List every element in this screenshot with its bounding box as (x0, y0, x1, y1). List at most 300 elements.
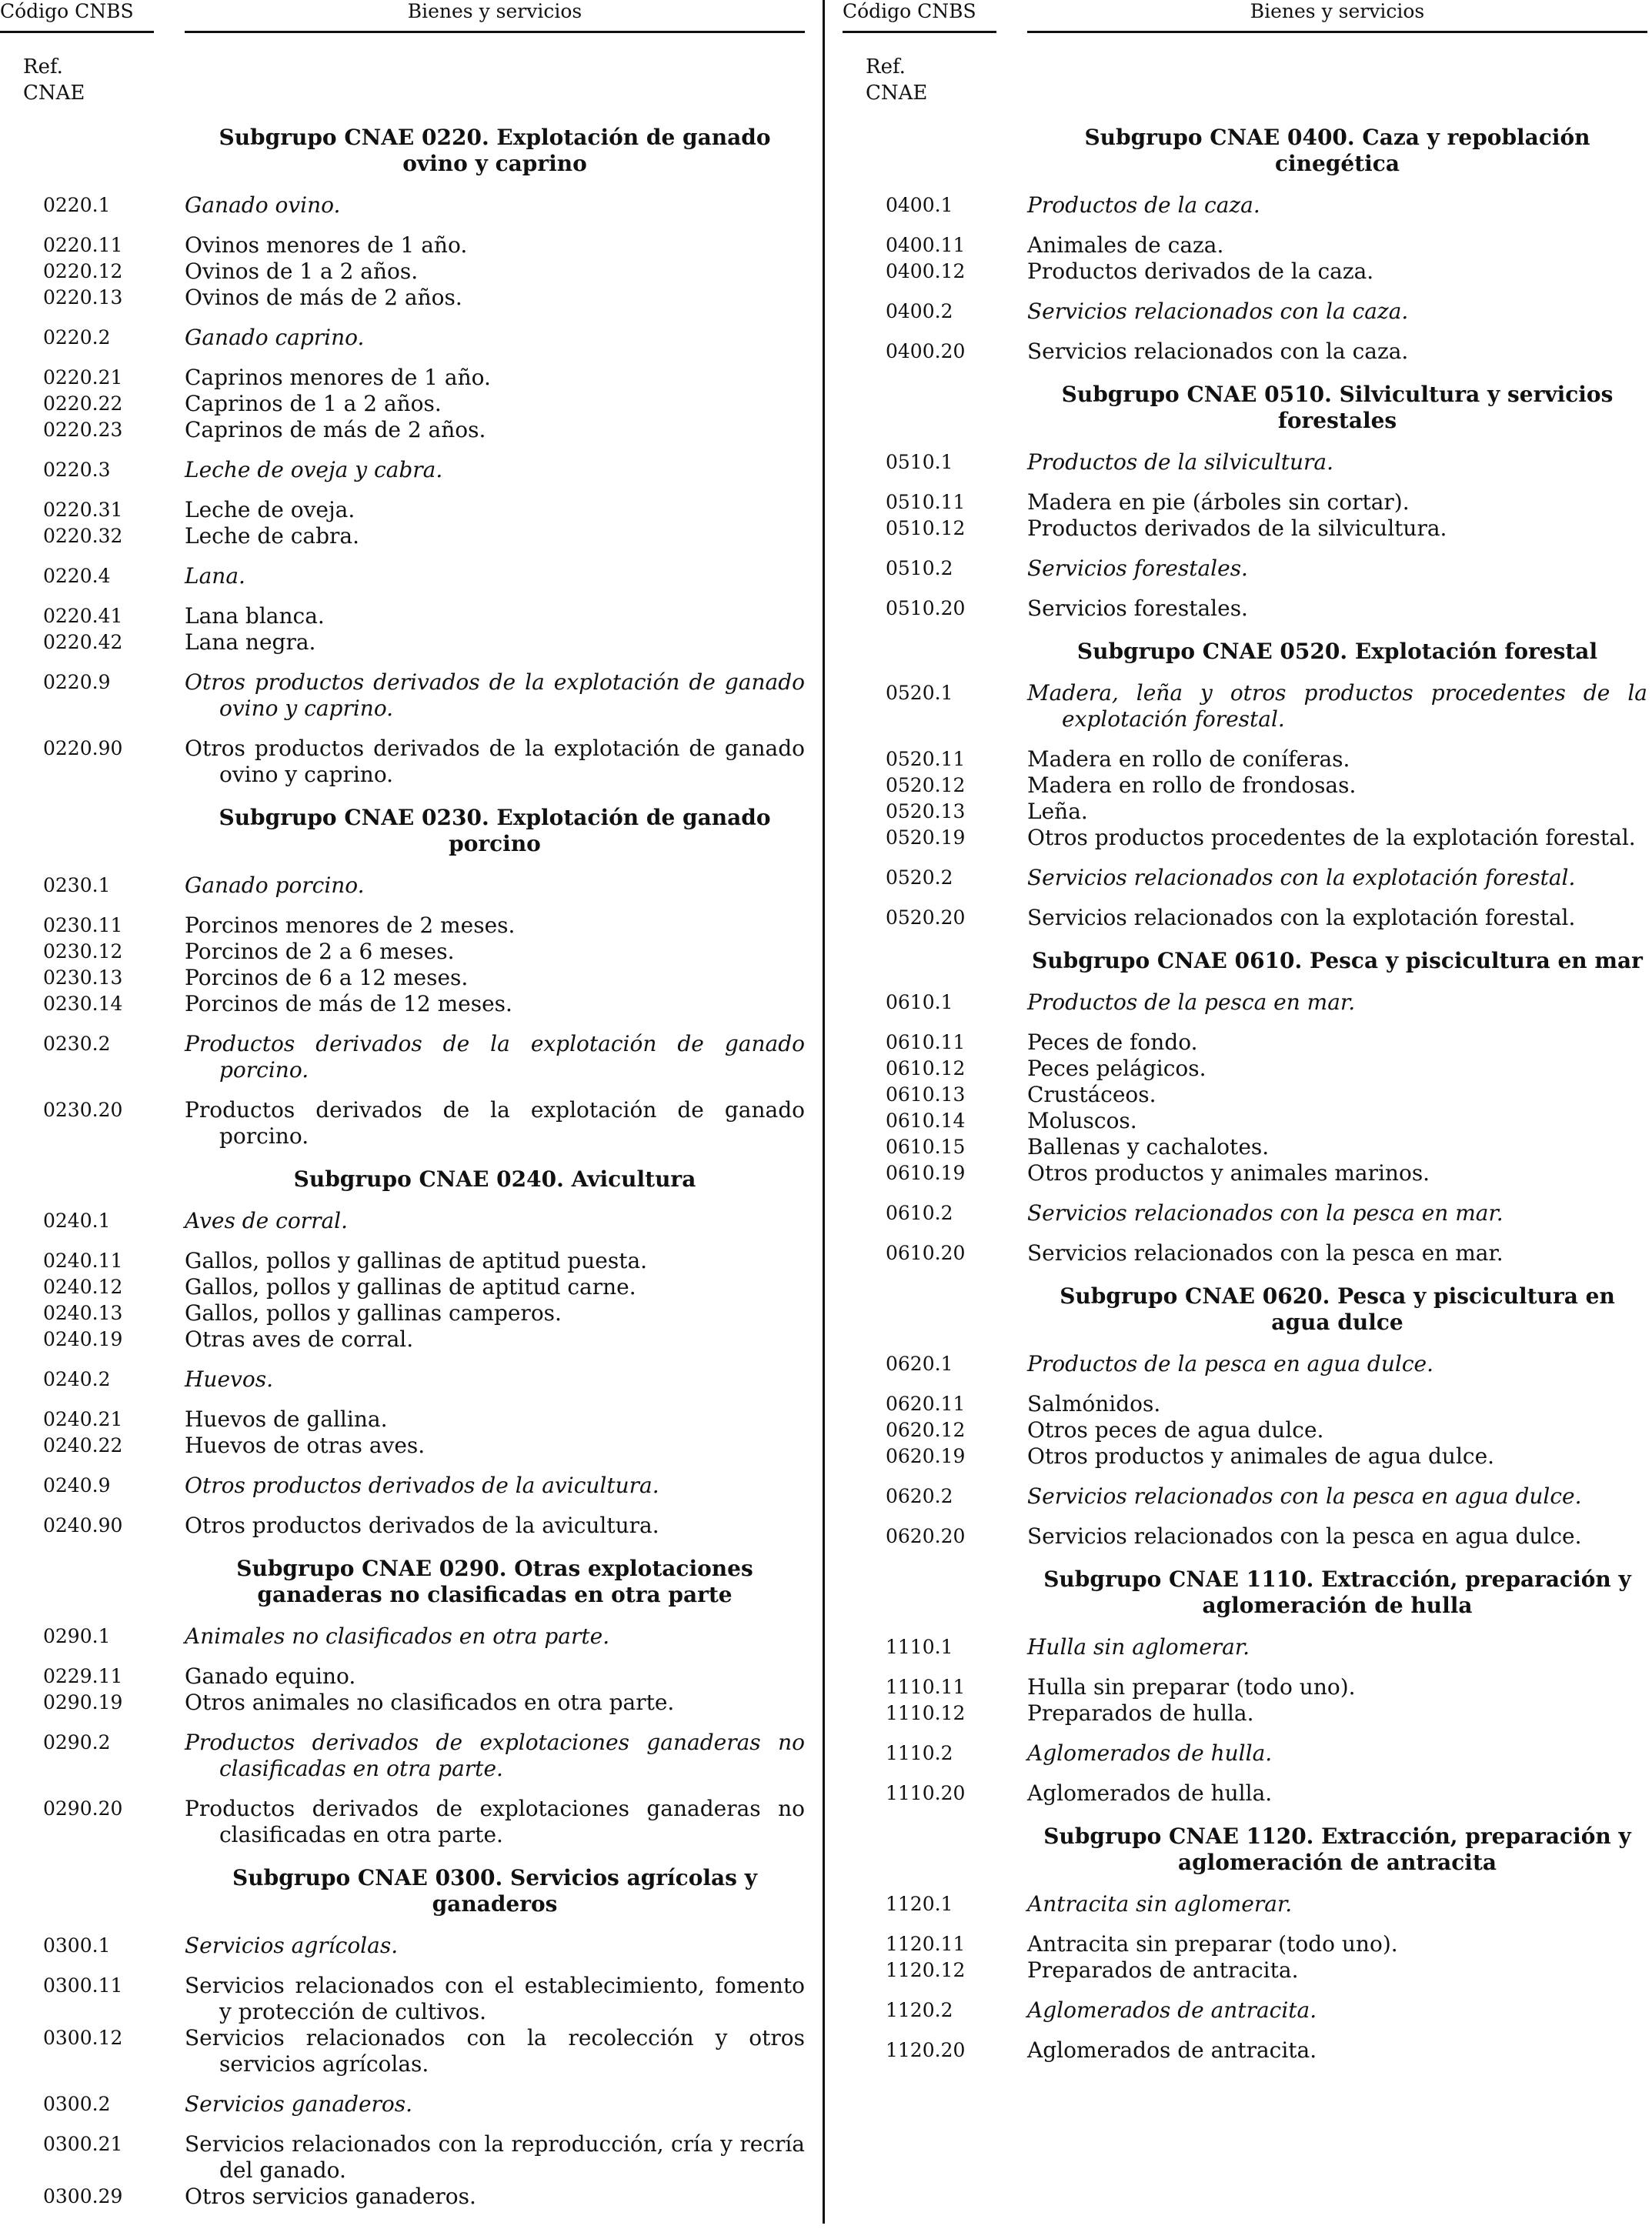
item-description: Porcinos de 6 a 12 meses. (185, 965, 469, 990)
item-description: Otros animales no clasificados en otra parte. (185, 1690, 675, 1715)
category-row (0, 1933, 805, 1959)
item-description: Productos de la pesca en agua dulce. (1027, 1351, 1433, 1376)
category-row (843, 1740, 1647, 1767)
item-code: 0220.21 (43, 366, 123, 389)
item-code: 0400.11 (886, 234, 966, 256)
item-row (0, 603, 805, 629)
item-code: 0230.13 (43, 966, 123, 989)
item-description: Productos derivados de la caza. (1027, 259, 1374, 284)
item-description: Otros productos y animales de agua dulce. (1027, 1443, 1495, 1469)
description-column-heading: Bienes y servicios (407, 0, 582, 22)
item-row (843, 1957, 1647, 1984)
item-row (843, 1391, 1647, 1417)
item-row (843, 1674, 1647, 1700)
category-row (843, 299, 1647, 325)
category-row (0, 325, 805, 351)
item-description: Ganado ovino. (185, 192, 341, 218)
item-code: 0520.2 (886, 866, 953, 889)
item-row (843, 1780, 1647, 1807)
item-code: 0400.12 (886, 260, 966, 282)
ref-cnae-label (866, 54, 927, 106)
item-row (0, 2131, 805, 2184)
category-row (843, 556, 1647, 582)
item-description: Gallos, pollos y gallinas camperos. (185, 1300, 562, 1326)
item-code: 0229.11 (43, 1665, 123, 1687)
item-row (843, 1417, 1647, 1443)
item-row (843, 1240, 1647, 1266)
item-code: 0240.22 (43, 1434, 123, 1457)
item-code: 1120.2 (886, 1999, 953, 2021)
subgroup-heading: Subgrupo CNAE 0290. Otras explotaciones ganaderas no clasificadas en otra parte (236, 1556, 753, 1607)
item-code: 0300.29 (43, 2185, 123, 2207)
item-description: Ganado caprino. (185, 325, 365, 350)
item-description: Leche de oveja y cabra. (185, 457, 443, 482)
item-code: 0610.14 (886, 1109, 966, 1132)
header-rule (185, 31, 805, 33)
item-code: 0620.11 (886, 1393, 966, 1415)
item-code: 0520.20 (886, 906, 966, 929)
category-row (843, 1200, 1647, 1226)
item-row (843, 1443, 1647, 1470)
item-description: Servicios ganaderos. (185, 2091, 413, 2117)
subgroup-heading: Subgrupo CNAE 0400. Caza y repoblación cinegética (1084, 125, 1590, 176)
column-divider (823, 0, 825, 2224)
item-code: 1120.11 (886, 1933, 966, 1955)
item-code: 1110.20 (886, 1782, 966, 1804)
item-row (0, 1663, 805, 1690)
description-column-heading: Bienes y servicios (1250, 0, 1425, 22)
item-description: Servicios relacionados con la caza. (1027, 339, 1409, 364)
subgroup-heading: Subgrupo CNAE 0620. Pesca y piscicultura en agua dulce (1060, 1283, 1615, 1335)
item-description: Madera en rollo de frondosas. (1027, 772, 1357, 798)
item-code: 0230.2 (43, 1033, 111, 1055)
item-code: 0220.41 (43, 605, 123, 627)
category-row (843, 865, 1647, 891)
item-code: 0520.1 (886, 682, 953, 704)
item-code: 0520.13 (886, 800, 966, 823)
item-code: 1120.12 (886, 1959, 966, 1981)
item-row (0, 1326, 805, 1353)
item-row (843, 1082, 1647, 1108)
item-row (0, 1406, 805, 1433)
item-code: 1110.1 (886, 1636, 953, 1658)
item-code: 0290.2 (43, 1731, 111, 1753)
item-row (0, 1513, 805, 1539)
ref-label: Ref. (23, 55, 63, 78)
item-description: Servicios relacionados con la explotación forestal. (1027, 865, 1576, 890)
item-description: Otros servicios ganaderos. (185, 2184, 476, 2209)
item-code: 0220.23 (43, 419, 123, 441)
item-description: Productos de la pesca en mar. (1027, 989, 1356, 1015)
item-description: Servicios relacionados con la pesca en mar. (1027, 1240, 1503, 1266)
item-row (843, 1700, 1647, 1727)
item-row (0, 259, 805, 285)
item-code: 0510.12 (886, 517, 966, 539)
item-code: 0220.32 (43, 525, 123, 547)
item-code: 1110.11 (886, 1676, 966, 1698)
item-description: Huevos de otras aves. (185, 1433, 426, 1458)
category-row (0, 1208, 805, 1234)
category-row (0, 1031, 805, 1083)
item-row (0, 1796, 805, 1848)
subgroup-section (843, 948, 1647, 1266)
item-description: Caprinos menores de 1 año. (185, 365, 491, 390)
item-code: 0610.19 (886, 1162, 966, 1184)
subgroup-heading: Subgrupo CNAE 0220. Explotación de ganado ovino y caprino (219, 125, 771, 176)
item-code: 0220.90 (43, 737, 123, 759)
item-code: 0230.12 (43, 940, 123, 963)
item-row (0, 1690, 805, 1716)
item-row (843, 799, 1647, 825)
item-row (0, 629, 805, 656)
subgroup-heading: Subgrupo CNAE 0510. Silvicultura y servicios forestales (1061, 382, 1614, 433)
item-code: 0230.14 (43, 993, 123, 1015)
item-description: Aglomerados de antracita. (1027, 2037, 1317, 2063)
item-code: 0510.20 (886, 597, 966, 619)
item-description: Aves de corral. (185, 1208, 348, 1233)
item-code: 0290.1 (43, 1625, 111, 1647)
item-description: Servicios forestales. (1027, 556, 1248, 581)
item-code: 0620.12 (886, 1419, 966, 1441)
header-rule (0, 31, 154, 33)
item-description: Crustáceos. (1027, 1082, 1156, 1107)
subgroup-section (0, 1865, 805, 2210)
item-row (0, 991, 805, 1017)
item-code: 0300.21 (43, 2133, 123, 2155)
item-row (0, 1248, 805, 1274)
item-code: 0240.9 (43, 1474, 111, 1497)
item-row (843, 746, 1647, 772)
item-description: Gallos, pollos y gallinas de aptitud puesta. (185, 1248, 648, 1273)
item-description: Porcinos de más de 12 meses. (185, 991, 512, 1016)
item-description: Animales de caza. (1027, 232, 1224, 258)
column-header (0, 0, 805, 34)
item-description: Leña. (1027, 799, 1088, 824)
item-code: 0400.1 (886, 194, 953, 216)
item-code: 0610.12 (886, 1057, 966, 1079)
item-description: Productos de la silvicultura. (1027, 449, 1334, 475)
item-description: Ballenas y cachalotes. (1027, 1134, 1270, 1160)
cnae-label: CNAE (866, 82, 928, 105)
item-code: 0240.11 (43, 1250, 123, 1272)
item-row (0, 913, 805, 939)
item-code: 1120.1 (886, 1893, 953, 1915)
category-row (0, 1730, 805, 1782)
item-description: Porcinos de 2 a 6 meses. (185, 939, 455, 964)
subgroup-section (0, 1166, 805, 1539)
item-description: Salmónidos. (1027, 1391, 1161, 1416)
item-description: Madera en pie (árboles sin cortar). (1027, 489, 1410, 515)
item-row (0, 2184, 805, 2210)
item-code: 0610.13 (886, 1083, 966, 1106)
item-description: Leche de oveja. (185, 497, 355, 522)
code-column-heading: Código CNBS (0, 0, 134, 22)
item-description: Servicios relacionados con la recolección y otros servicios agrícolas. (185, 2025, 805, 2077)
item-description: Porcinos menores de 2 meses. (185, 913, 516, 938)
item-description: Productos derivados de explotaciones ganaderas no clasificadas en otra parte. (185, 1730, 805, 1781)
item-description: Ganado equino. (185, 1663, 356, 1689)
item-code: 0230.20 (43, 1099, 123, 1121)
item-description: Ovinos de más de 2 años. (185, 285, 462, 310)
item-description: Servicios relacionados con la reproducción, cría y recría del ganado. (185, 2131, 805, 2183)
item-code: 0620.20 (886, 1525, 966, 1547)
item-description: Productos derivados de explotaciones ganaderas no clasificadas en otra parte. (185, 1796, 805, 1847)
category-row (0, 1623, 805, 1650)
item-code: 0240.13 (43, 1302, 123, 1324)
item-code: 0230.1 (43, 874, 111, 896)
item-row (0, 939, 805, 965)
item-description: Servicios relacionados con la caza. (1027, 299, 1409, 324)
item-description: Hulla sin preparar (todo uno). (1027, 1674, 1356, 1700)
item-row (843, 1523, 1647, 1550)
item-description: Madera, leña y otros productos procedentes de la explotación forestal. (1027, 680, 1647, 732)
item-row (0, 1433, 805, 1459)
subgroup-section (843, 1824, 1647, 2064)
item-code: 0520.11 (886, 748, 966, 770)
item-description: Servicios forestales. (1027, 596, 1248, 621)
item-row (0, 1274, 805, 1300)
item-code: 0610.20 (886, 1242, 966, 1264)
category-row (0, 2091, 805, 2117)
item-row (0, 1300, 805, 1326)
item-row (843, 2037, 1647, 2064)
item-code: 0240.21 (43, 1408, 123, 1430)
item-description: Servicios relacionados con la pesca en agua dulce. (1027, 1483, 1582, 1509)
item-description: Servicios relacionados con la explotación forestal. (1027, 905, 1576, 930)
item-code: 0240.2 (43, 1368, 111, 1390)
item-code: 0510.11 (886, 491, 966, 513)
item-description: Huevos. (185, 1366, 273, 1392)
item-row (843, 1108, 1647, 1134)
item-code: 0220.31 (43, 499, 123, 521)
item-code: 0230.11 (43, 914, 123, 936)
item-description: Productos derivados de la explotación de ganado porcino. (185, 1097, 805, 1149)
item-description: Lana. (185, 563, 245, 589)
item-description: Ovinos de 1 a 2 años. (185, 259, 419, 284)
left-entries (0, 108, 805, 2210)
item-description: Preparados de antracita. (1027, 1957, 1299, 1983)
item-code: 0610.1 (886, 991, 953, 1013)
item-description: Servicios relacionados con la pesca en agua dulce. (1027, 1523, 1582, 1549)
category-row (843, 1997, 1647, 2024)
item-description: Aglomerados de hulla. (1027, 1780, 1273, 1806)
item-description: Aglomerados de hulla. (1027, 1740, 1273, 1766)
subgroup-section (843, 1283, 1647, 1550)
item-code: 0400.2 (886, 300, 953, 322)
category-row (0, 1366, 805, 1393)
item-description: Otros peces de agua dulce. (1027, 1417, 1324, 1443)
item-row (0, 417, 805, 443)
item-code: 0610.11 (886, 1031, 966, 1053)
item-description: Servicios relacionados con la pesca en mar. (1027, 1200, 1503, 1226)
item-row (843, 905, 1647, 931)
item-code: 1120.20 (886, 2039, 966, 2061)
item-description: Preparados de hulla. (1027, 1700, 1254, 1726)
category-row (843, 1634, 1647, 1660)
ref-cnae-label (23, 54, 85, 106)
item-description: Aglomerados de antracita. (1027, 1997, 1317, 2023)
item-row (0, 2025, 805, 2077)
category-row (0, 563, 805, 589)
item-code: 0220.22 (43, 392, 123, 415)
item-row (843, 1056, 1647, 1082)
category-row (843, 449, 1647, 475)
item-code: 0610.15 (886, 1136, 966, 1158)
item-description: Madera en rollo de coníferas. (1027, 746, 1350, 772)
item-row (0, 232, 805, 259)
item-description: Ovinos menores de 1 año. (185, 232, 468, 258)
item-row (843, 596, 1647, 622)
subgroup-section (843, 382, 1647, 622)
subgroup-section (843, 1567, 1647, 1807)
item-description: Animales no clasificados en otra parte. (185, 1623, 610, 1649)
item-code: 0620.2 (886, 1485, 953, 1507)
item-row (843, 489, 1647, 516)
item-row (843, 516, 1647, 542)
category-row (0, 457, 805, 483)
item-description: Caprinos de más de 2 años. (185, 417, 486, 442)
item-code: 0520.19 (886, 826, 966, 849)
item-description: Productos derivados de la silvicultura. (1027, 516, 1447, 541)
item-code: 0240.1 (43, 1210, 111, 1232)
item-code: 0240.12 (43, 1276, 123, 1298)
item-row (0, 965, 805, 991)
item-row (843, 772, 1647, 799)
item-code: 0220.2 (43, 326, 111, 349)
item-code: 0290.20 (43, 1797, 123, 1820)
subgroup-heading: Subgrupo CNAE 0520. Explotación forestal (1076, 639, 1598, 664)
category-row (0, 873, 805, 899)
ref-label: Ref. (866, 55, 906, 78)
item-code: 0290.19 (43, 1691, 123, 1713)
item-description: Lana blanca. (185, 603, 325, 629)
code-column-heading: Código CNBS (843, 0, 976, 22)
item-row (843, 259, 1647, 285)
item-description: Otros productos procedentes de la explotación forestal. (1027, 825, 1636, 850)
item-code: 1110.12 (886, 1702, 966, 1724)
subgroup-heading: Subgrupo CNAE 1110. Extracción, preparación y aglomeración de hulla (1043, 1567, 1631, 1618)
item-row (0, 523, 805, 549)
subgroup-section (0, 805, 805, 1150)
item-description: Servicios relacionados con el establecimiento, fomento y protección de cultivos. (185, 1973, 805, 2024)
subgroup-section (843, 639, 1647, 931)
item-description: Peces de fondo. (1027, 1029, 1198, 1055)
item-code: 0610.2 (886, 1202, 953, 1224)
item-row (0, 1097, 805, 1150)
item-code: 1110.2 (886, 1742, 953, 1764)
category-row (843, 1351, 1647, 1377)
subgroup-section (0, 1556, 805, 1848)
item-description: Otros productos derivados de la explotación de ganado ovino y caprino. (185, 669, 805, 721)
subgroup-section (0, 125, 805, 788)
item-row (843, 339, 1647, 365)
item-row (843, 825, 1647, 851)
item-row (843, 232, 1647, 259)
item-code: 0220.12 (43, 260, 123, 282)
item-code: 0300.11 (43, 1974, 123, 1997)
item-description: Otros productos derivados de la explotación de ganado ovino y caprino. (185, 736, 805, 787)
category-row (0, 1473, 805, 1499)
item-description: Gallos, pollos y gallinas de aptitud carne. (185, 1274, 636, 1300)
item-code: 0510.2 (886, 557, 953, 579)
item-row (843, 1134, 1647, 1160)
right-entries (843, 108, 1647, 2064)
category-row (0, 669, 805, 722)
item-code: 0220.11 (43, 234, 123, 256)
header-rule (1027, 31, 1647, 33)
item-description: Otros productos y animales marinos. (1027, 1160, 1430, 1186)
item-code: 0240.90 (43, 1514, 123, 1537)
subgroup-section (843, 125, 1647, 365)
item-description: Otras aves de corral. (185, 1326, 414, 1352)
subgroup-heading: Subgrupo CNAE 0300. Servicios agrícolas y ganaderos (232, 1865, 757, 1917)
item-code: 0620.1 (886, 1353, 953, 1375)
item-description: Hulla sin aglomerar. (1027, 1634, 1250, 1660)
category-row (843, 1483, 1647, 1510)
item-code: 0400.20 (886, 340, 966, 362)
item-row (843, 1029, 1647, 1056)
item-code: 0220.4 (43, 565, 111, 587)
item-description: Otros productos derivados de la avicultura. (185, 1473, 659, 1498)
item-description: Caprinos de 1 a 2 años. (185, 391, 442, 416)
item-description: Antracita sin preparar (todo uno). (1027, 1931, 1398, 1957)
item-row (0, 391, 805, 417)
subgroup-heading: Subgrupo CNAE 0610. Pesca y piscicultura en mar (1032, 948, 1643, 973)
subgroup-heading: Subgrupo CNAE 0230. Explotación de ganado porcino (219, 805, 771, 856)
item-row (0, 736, 805, 788)
header-rule (843, 31, 996, 33)
subgroup-heading: Subgrupo CNAE 0240. Avicultura (293, 1166, 696, 1192)
item-description: Huevos de gallina. (185, 1406, 388, 1432)
item-row (0, 365, 805, 391)
item-description: Moluscos. (1027, 1108, 1137, 1133)
item-code: 0520.12 (886, 774, 966, 796)
item-description: Productos derivados de la explotación de ganado porcino. (185, 1031, 805, 1083)
item-row (843, 1931, 1647, 1957)
item-code: 0220.3 (43, 459, 111, 481)
item-code: 0620.19 (886, 1445, 966, 1467)
item-code: 0240.19 (43, 1328, 123, 1350)
item-row (0, 285, 805, 311)
item-row (0, 1973, 805, 2025)
item-description: Productos de la caza. (1027, 192, 1260, 218)
item-code: 0300.1 (43, 1934, 111, 1957)
item-row (0, 497, 805, 523)
item-description: Servicios agrícolas. (185, 1933, 399, 1958)
category-row (843, 192, 1647, 219)
category-row (843, 1891, 1647, 1917)
item-description: Peces pelágicos. (1027, 1056, 1206, 1081)
item-code: 0220.1 (43, 194, 111, 216)
item-row (843, 1160, 1647, 1186)
cnae-label: CNAE (23, 82, 85, 105)
category-row (0, 192, 805, 219)
category-row (843, 680, 1647, 732)
item-description: Ganado porcino. (185, 873, 365, 898)
item-code: 0510.1 (886, 451, 953, 473)
column-header (843, 0, 1647, 34)
subgroup-heading: Subgrupo CNAE 1120. Extracción, preparación y aglomeración de antracita (1043, 1824, 1631, 1875)
item-description: Otros productos derivados de la avicultura. (185, 1513, 659, 1538)
item-code: 0220.42 (43, 631, 123, 653)
item-code: 0300.2 (43, 2093, 111, 2115)
item-code: 0300.12 (43, 2027, 123, 2049)
item-description: Leche de cabra. (185, 523, 360, 549)
item-description: Lana negra. (185, 629, 316, 655)
category-row (843, 989, 1647, 1016)
item-code: 0220.13 (43, 286, 123, 309)
item-code: 0220.9 (43, 671, 111, 693)
